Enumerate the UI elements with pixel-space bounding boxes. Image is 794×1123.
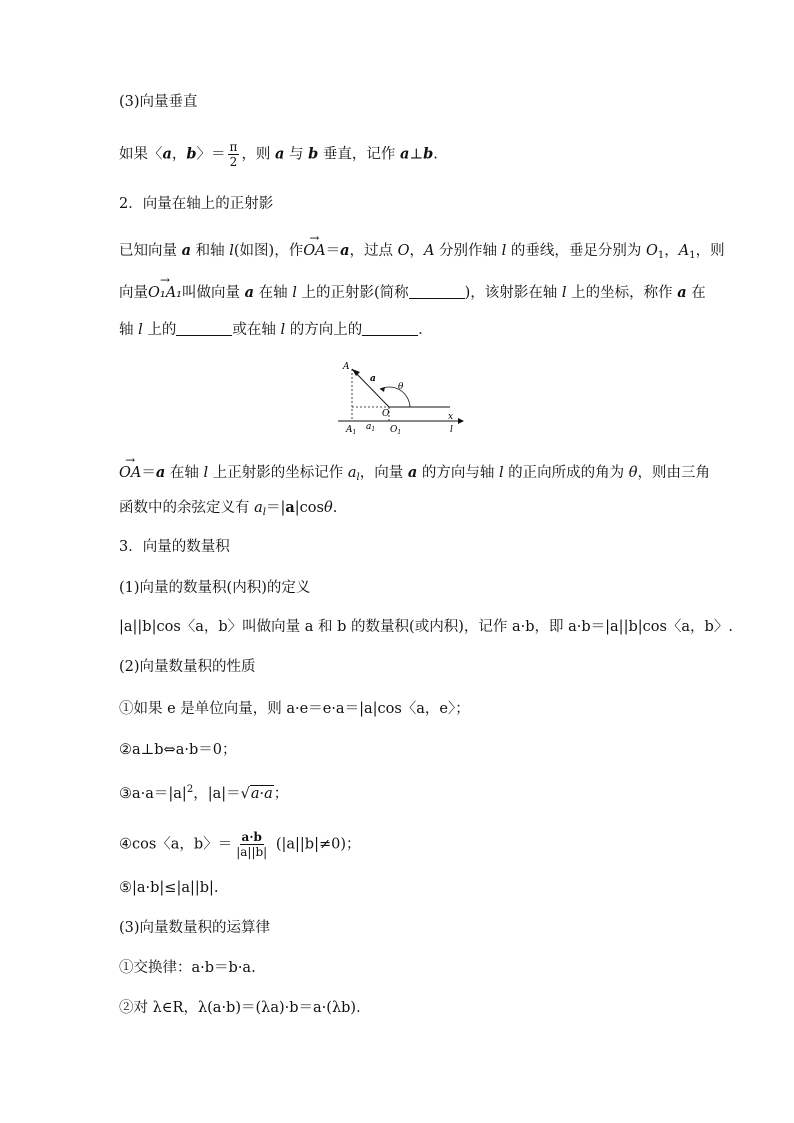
property-2: ②a⊥b⇔a·b＝0； [119,742,237,758]
label-O1: $O_1$ [390,425,402,436]
label-l: l [450,425,453,435]
fill-blank-2[interactable] [176,321,232,336]
label-a1: $a_1$ [366,422,376,433]
vector-a-arrowhead [352,369,360,376]
theta-arc [380,387,410,407]
projection-paragraph-line-1: 已知向量 a 和轴 l(如图)，作→ OA＝a，过点 O，A 分别作轴 l 的垂线，垂足分别为 $O_1$，$A_1$，则 [119,241,725,266]
pi-over-2-fraction: $\frac{\pi}{2}$ [229,140,238,169]
label-A: A [343,362,350,372]
fill-blank-3[interactable] [362,321,418,336]
projection-coordinate-line-2: 函数中的余弦定义有 $a_l=|a|\cos\theta$. [119,499,338,518]
law-scalar: ②对 λ∈R，λ(a·b)＝(λa)·b＝a·(λb)． [119,1000,371,1016]
projection-paragraph-line-2: 向量→ O₁A₁叫做向量 a 在轴 l 上的正射影(简称 )，该射影在轴 l 上的坐标，称作 a 在 [119,283,706,303]
law-commutative: ①交换律：a·b＝b·a. [119,960,256,976]
sqrt-a-dot-a: √a·a [240,786,273,802]
label-O: O [382,409,390,419]
projection-coordinate-line-1: → OA＝a 在轴 l 上正射影的坐标记作 $a_l$，向量 a 的方向与轴 l 的正向所成的角为 θ，则由三角 [119,463,710,488]
property-3: $③a\cdot a=|a|^2$，|a|＝√a·a； [119,784,289,802]
property-1: ①如果 e 是单位向量，则 a·e＝e·a＝|a|cos〈a，e〉； [119,701,470,717]
operation-laws-heading: (3)向量数量积的运算律 [119,920,271,936]
label-a: a [370,374,376,384]
axis-arrowhead [458,418,464,424]
property-5: ⑤|a·b|≤|a||b|. [119,880,219,896]
section-2-title: 2．向量在轴上的正射影 [119,196,274,212]
property-4: ④cos〈a，b〉＝ $\frac{a\cdot b}{|a||b|}$ (|a||b|≠0)； [119,830,361,859]
section-3-title: 3．向量的数量积 [119,539,230,555]
dot-product-def-heading: (1)向量的数量积(内积)的定义 [119,580,311,596]
perpendicular-definition: 如果〈a，b〉＝ $\frac{\pi}{2}$ ，则 a 与 b 垂直，记作 a⊥b. [119,140,438,169]
dot-product-properties-heading: (2)向量数量积的性质 [119,659,256,675]
cos-fraction: $\frac{a\cdot b}{|a||b|}$ [236,830,268,859]
label-x: x [448,412,454,422]
dot-product-definition: |a||b|cos〈a，b〉叫做向量 a 和 b 的数量积(或内积)，记作 a·b，即 a·b＝|a||b|cos〈a，b〉. [119,619,733,635]
projection-figure [330,355,470,437]
projection-paragraph-line-3: 轴 l 上的 或在轴 l 的方向上的 ． [119,322,433,338]
label-A1: $A_1$ [346,425,357,436]
label-theta: θ [398,382,404,392]
fill-blank-1[interactable] [409,284,465,299]
heading-vector-perpendicular: (3)向量垂直 [119,94,198,110]
